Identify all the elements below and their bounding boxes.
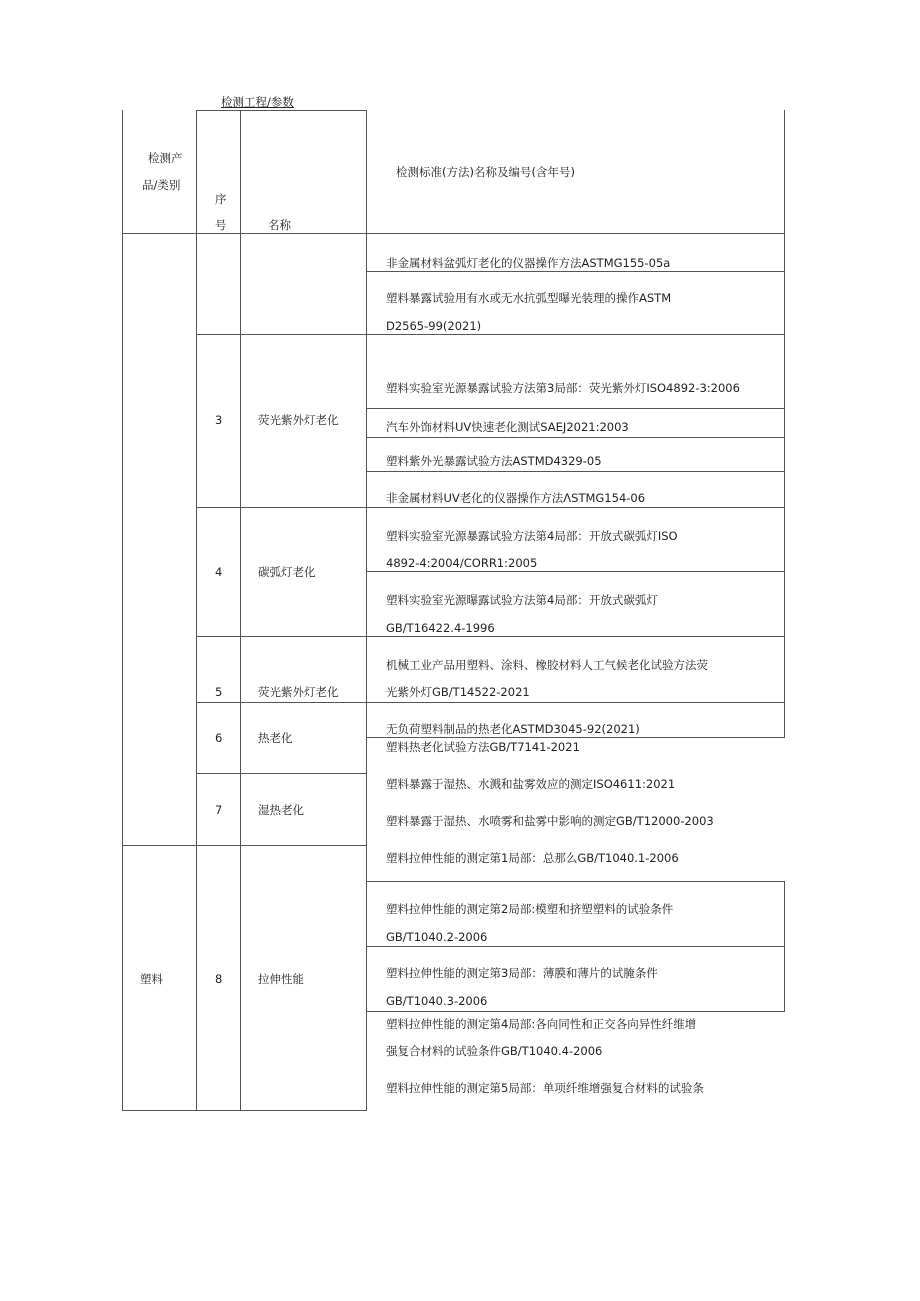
table-border bbox=[196, 110, 367, 111]
table-border bbox=[366, 110, 367, 1111]
standard-text: 4892-4:2004/CORR1:2005 bbox=[386, 556, 538, 570]
row-name: 荧光紫外灯老化 bbox=[258, 413, 339, 427]
standard-text: GB/T1040.2-2006 bbox=[386, 930, 488, 944]
name-header: 名称 bbox=[268, 218, 291, 232]
table-border bbox=[366, 437, 785, 438]
standard-text: 塑料拉伸性能的测定第1局部：总那么GB/T1040.1-2006 bbox=[386, 851, 679, 865]
row-number: 5 bbox=[215, 685, 223, 699]
standard-text: D2565-99(2021) bbox=[386, 319, 482, 333]
standard-text: 强复合材料的试验条件GB/T1040.4-2006 bbox=[386, 1044, 603, 1058]
standard-text: 塑料实验室光源暴露试验方法第3局部：荧光紫外灯ISO4892-3:2006 bbox=[386, 381, 740, 395]
row-number: 6 bbox=[215, 731, 223, 745]
table-border bbox=[122, 1110, 367, 1111]
table-border bbox=[366, 881, 785, 882]
standard-text: 非金属材料UV老化的仪器操作方法ΛSTMG154-06 bbox=[386, 491, 646, 505]
standard-text: 塑料拉伸性能的测定第4局部:各向同性和正交各向异性纤维增 bbox=[386, 1017, 697, 1031]
table-border bbox=[366, 571, 785, 572]
table-border bbox=[366, 271, 785, 272]
table-border bbox=[366, 737, 785, 738]
standard-text: 塑料暴露于湿热、水溅和盐雾效应的测定ISO4611:2021 bbox=[386, 777, 676, 791]
standard-text: 塑料紫外光暴露试验方法ASTMD4329-05 bbox=[386, 454, 602, 468]
standard-text: 无负荷塑料制品的热老化ASTMD3045-92(2021) bbox=[386, 722, 640, 736]
table-border bbox=[196, 636, 785, 637]
table-border bbox=[122, 233, 785, 234]
standard-text: GB/T16422.4-1996 bbox=[386, 621, 495, 635]
standard-text: 机械工业产品用塑料、涂料、橡胶材料人工气候老化试验方法荧 bbox=[386, 658, 708, 672]
standard-text: 塑料暴露试验用有水或无水抗弧型曝光装理的操作ASTM bbox=[386, 291, 672, 305]
table-border bbox=[240, 110, 241, 1111]
row-number: 7 bbox=[215, 803, 223, 817]
row-name: 热老化 bbox=[258, 731, 293, 745]
table-border bbox=[196, 110, 197, 1111]
table-border bbox=[196, 334, 785, 335]
seq-header: 号 bbox=[215, 218, 227, 232]
standard-text: 塑料暴露于湿热、水喷雾和盐雾中影响的测定GB/T12000-2003 bbox=[386, 814, 714, 828]
standard-text: GB/T1040.3-2006 bbox=[386, 994, 488, 1008]
table-border bbox=[784, 110, 785, 737]
row-number: 3 bbox=[215, 413, 223, 427]
row-name: 荧光紫外灯老化 bbox=[258, 685, 339, 699]
group-title: 检测工程/参数 bbox=[221, 95, 294, 109]
standard-text: 塑料实验室光源曝露试验方法第4局部：开放式碳弧灯 bbox=[386, 593, 658, 607]
table-border bbox=[366, 471, 785, 472]
category-header: 品/类别 bbox=[142, 178, 181, 192]
standard-text: 塑料拉伸性能的测定第5局部：单项纤维增强复合材料的试验条 bbox=[386, 1081, 704, 1095]
table-border bbox=[366, 408, 785, 409]
row-name: 碳弧灯老化 bbox=[258, 565, 316, 579]
standard-text: 光紫外灯GB/T14522-2021 bbox=[386, 685, 530, 699]
standard-header: 检测标准(方法)名称及编号(含年号) bbox=[396, 165, 575, 179]
row-number: 4 bbox=[215, 565, 223, 579]
table-border bbox=[366, 1011, 785, 1012]
table-border bbox=[122, 845, 367, 846]
standard-text: 汽车外饰材料UV快速老化测试SAEJ2021:2003 bbox=[386, 420, 629, 434]
standard-text: 非金属材料盆弧灯老化的仪器操作方法ASTMG155-05a bbox=[386, 256, 671, 270]
seq-header: 序 bbox=[215, 192, 227, 206]
row-number: 8 bbox=[215, 972, 223, 986]
standard-text: 塑料拉伸性能的测定第2局部:模塑和挤塑塑料的试验条件 bbox=[386, 902, 674, 916]
category-cell: 塑料 bbox=[140, 972, 163, 986]
standard-text: 塑料实验室光源暴露试验方法第4局部：开放式碳弧灯ISO bbox=[386, 529, 678, 543]
table-border bbox=[196, 702, 785, 703]
table-border bbox=[366, 946, 785, 947]
standard-text: 塑料热老化试验方法GB/T7141-2021 bbox=[386, 740, 580, 754]
table-border bbox=[122, 110, 123, 1111]
standard-text: 塑料拉伸性能的测定第3局部：薄膜和薄片的试腌条件 bbox=[386, 966, 658, 980]
row-name: 湿热老化 bbox=[258, 803, 304, 817]
row-name: 拉伸性能 bbox=[258, 972, 304, 986]
table-border bbox=[196, 507, 785, 508]
category-header: 检测产 bbox=[148, 151, 183, 165]
table-border bbox=[196, 773, 367, 774]
